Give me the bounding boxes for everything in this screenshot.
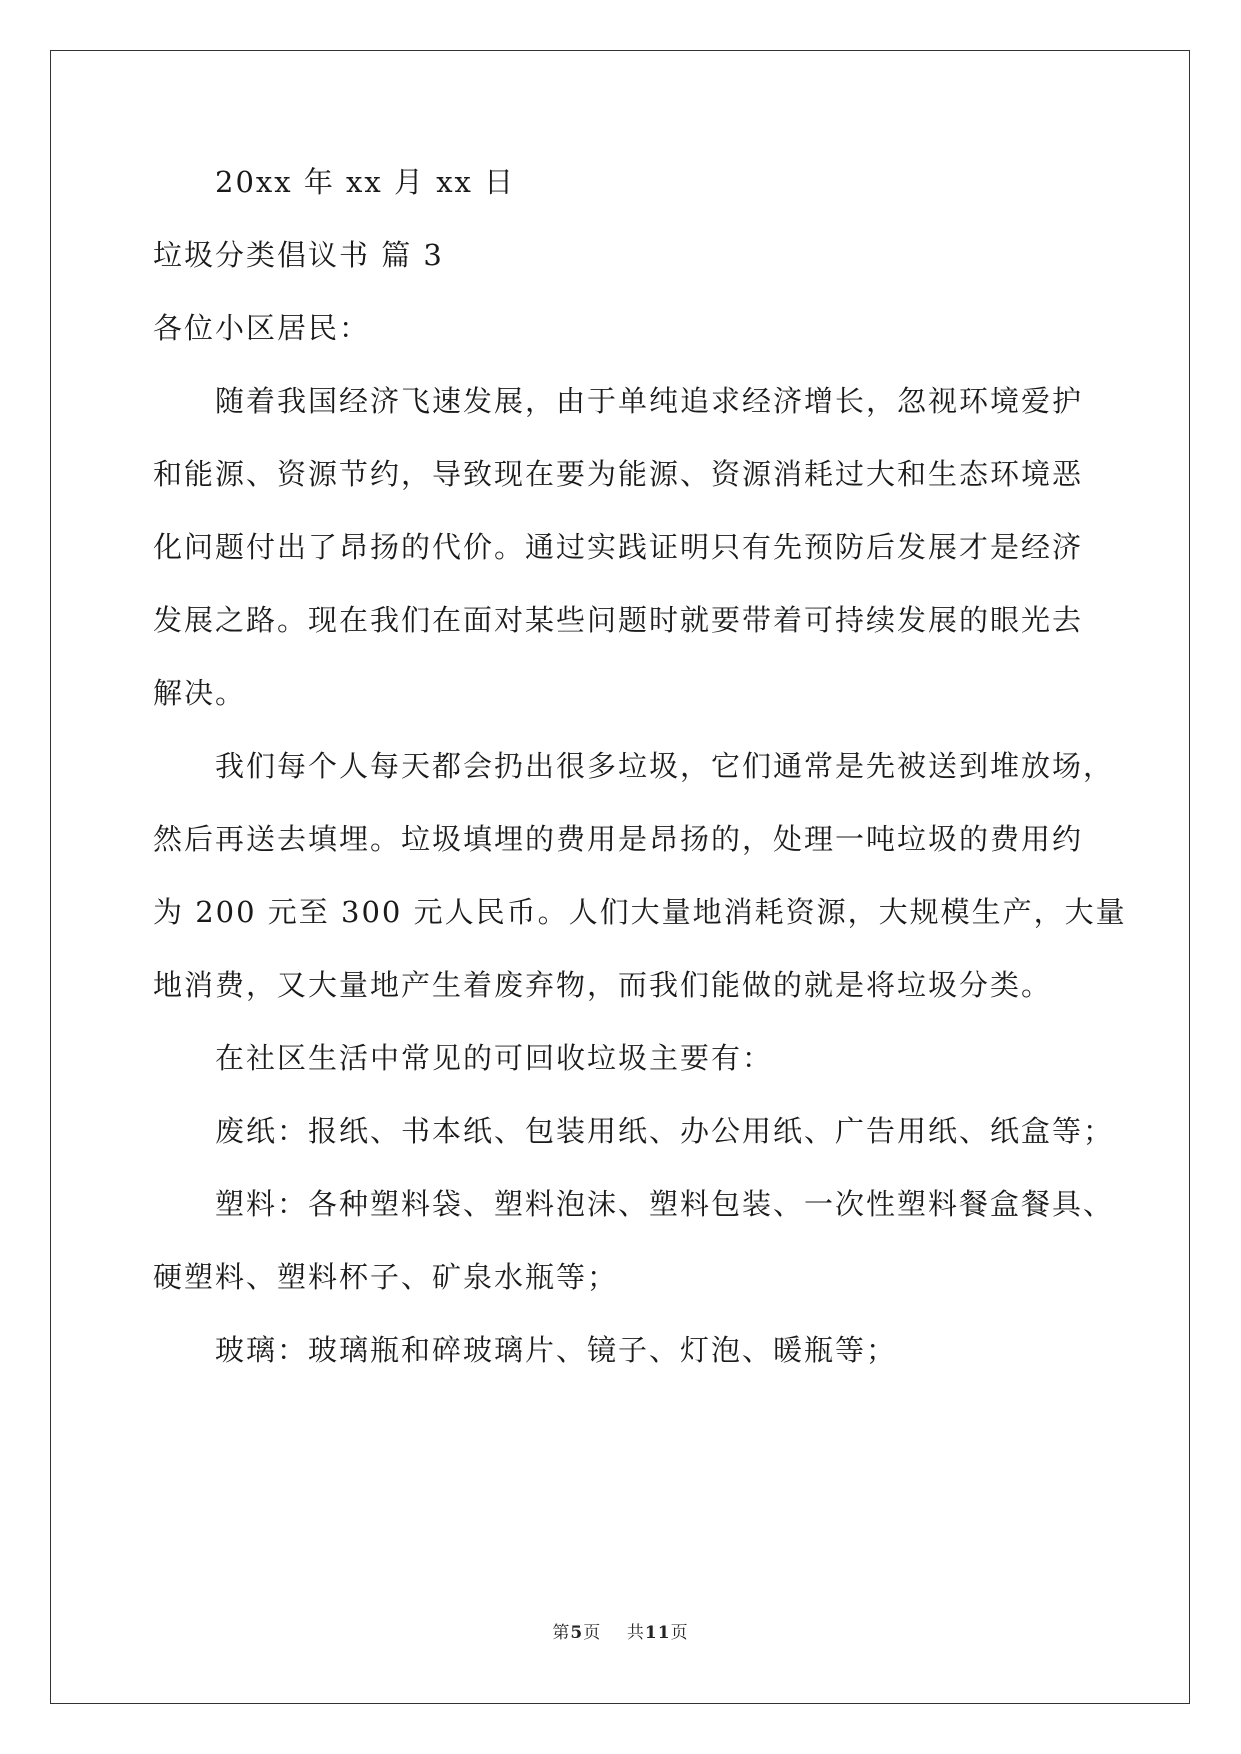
list-item-paper: 废纸：报纸、书本纸、包装用纸、办公用纸、广告用纸、纸盒等； (215, 1114, 1115, 1148)
paragraph-line: 化问题付出了昂扬的代价。通过实践证明只有先预防后发展才是经济 (153, 530, 1084, 564)
paragraph-line: 地消费，又大量地产生着废弃物，而我们能做的就是将垃圾分类。 (153, 968, 1053, 1002)
paragraph-line: 在社区生活中常见的可回收垃圾主要有： (215, 1041, 774, 1075)
list-item-plastic: 塑料：各种塑料袋、塑料泡沫、塑料包装、一次性塑料餐盒餐具、 (215, 1187, 1115, 1221)
page-frame (50, 50, 1190, 1704)
footer-suffix: 页 (670, 1623, 689, 1643)
list-item-glass: 玻璃：玻璃瓶和碎玻璃片、镜子、灯泡、暖瓶等； (215, 1333, 898, 1367)
page-footer (0, 1621, 1241, 1645)
paragraph-line: 和能源、资源节约，导致现在要为能源、资源消耗过大和生态环境恶 (153, 457, 1084, 491)
total-page-number: 11 (644, 1623, 671, 1643)
paragraph-line: 随着我国经济飞速发展，由于单纯追求经济增长，忽视环境爱护 (215, 384, 1084, 418)
paragraph-line: 然后再送去填埋。垃圾填埋的费用是昂扬的，处理一吨垃圾的费用约 (153, 822, 1084, 856)
date-line: 20xx 年 xx 月 xx 日 (215, 165, 516, 199)
footer-prefix: 第 (552, 1623, 571, 1643)
footer-mid: 页 共 (583, 1623, 645, 1643)
list-item-plastic-cont: 硬塑料、塑料杯子、矿泉水瓶等； (153, 1260, 619, 1294)
paragraph-line: 发展之路。现在我们在面对某些问题时就要带着可持续发展的眼光去 (153, 603, 1084, 637)
salutation: 各位小区居民： (153, 311, 371, 345)
paragraph-line: 为 200 元至 300 元人民币。人们大量地消耗资源，大规模生产，大量 (153, 895, 1127, 929)
current-page-number: 5 (570, 1623, 584, 1643)
section-title: 垃圾分类倡议书 篇 3 (153, 238, 444, 272)
paragraph-line: 我们每个人每天都会扔出很多垃圾，它们通常是先被送到堆放场， (215, 749, 1115, 783)
paragraph-line: 解决。 (153, 676, 247, 710)
